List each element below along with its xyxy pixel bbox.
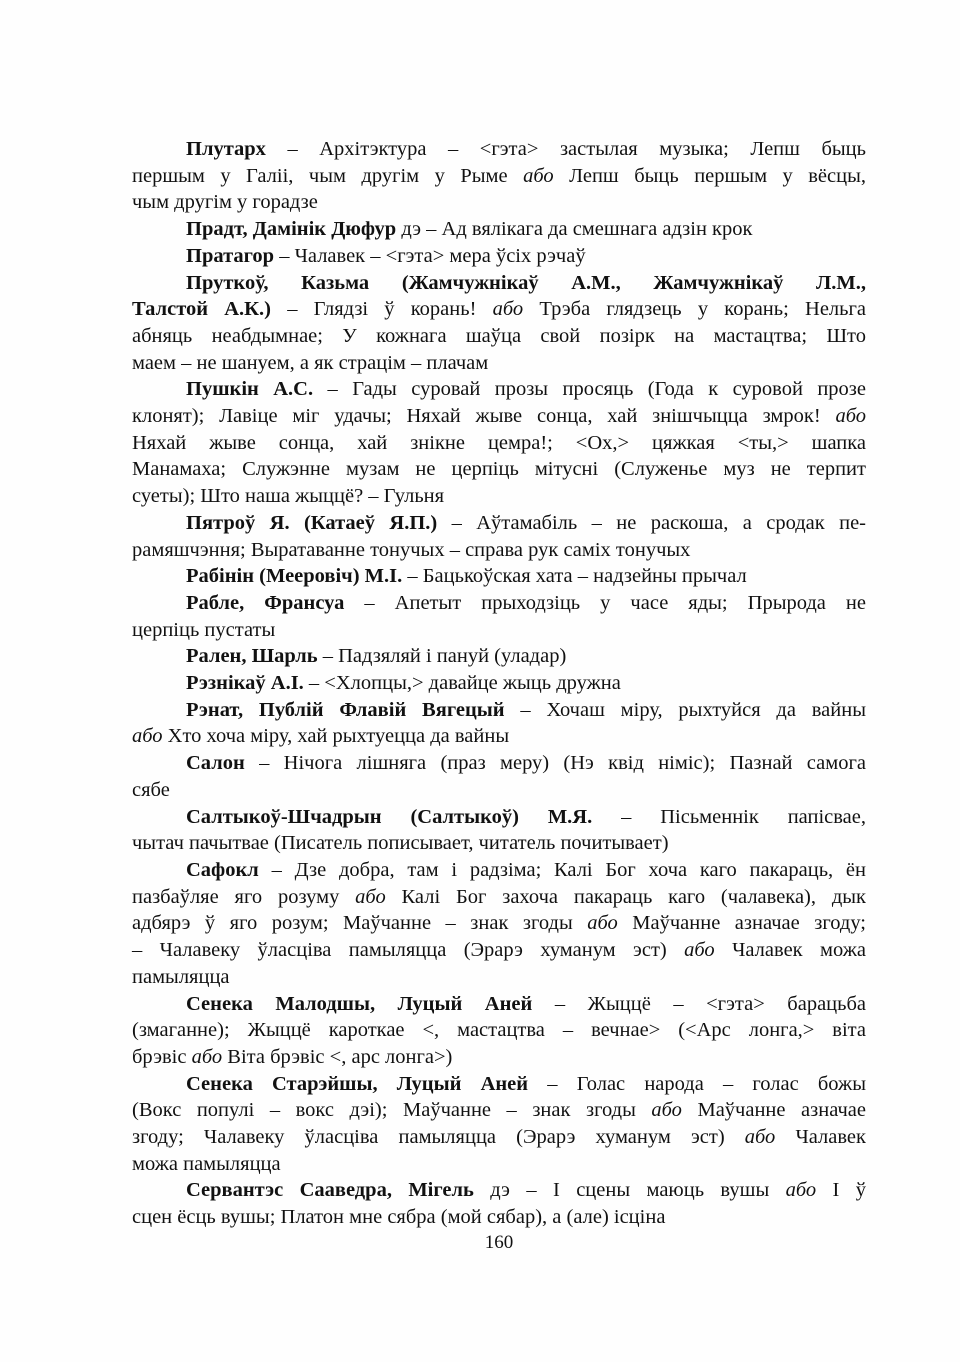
text-segment: – Нічога лішняга (праз меру) (Нэ квід німіс); Пазнай самога [244,752,866,775]
text-line [132,216,866,243]
text-line [132,1017,866,1044]
text-segment: Чалавек [775,1126,866,1149]
text-line [132,350,866,377]
text-block [132,136,866,1231]
text-segment: брэвіс [132,1045,192,1068]
text-segment: церпіць пустаты [132,618,276,641]
paragraph [132,670,866,697]
text-line [132,537,866,564]
paragraph [132,563,866,590]
text-line [132,1177,866,1204]
paragraph [132,376,866,510]
text-line [132,456,866,483]
page-number: 160 [484,1232,514,1253]
italic-word: або [492,298,524,321]
paragraph [132,243,866,270]
paragraph [132,857,866,991]
text-line [132,189,866,216]
italic-word: або [191,1045,223,1068]
paragraph [132,697,866,750]
text-line [132,243,866,270]
italic-word: або [587,912,618,935]
paragraph [132,750,866,803]
entry-name: Пятроў Я. (Катаеў Я.П.) [186,511,438,534]
paragraph [132,216,866,243]
text-segment: Маўчанне азначае [681,1099,866,1122]
text-segment: – Глядзі ў корань! [271,298,493,321]
paragraph [132,1177,866,1230]
text-segment: Манамаха; Служэнне музам не церпіць мітусні (Служенье муз не терпит [132,458,866,481]
text-line [132,483,866,510]
text-segment: чытач пачытвае (Писатель пописывает, читатель почитывает) [132,832,669,855]
text-line [132,296,866,323]
text-segment: (змаганне); Жыццё кароткае <, мастацтва – вечнае> (<Арс лонга,> віта [132,1019,866,1042]
text-line [132,964,866,991]
text-segment: Лепш быць першым у вёсцы, [553,164,866,187]
text-segment: Калі Бог захоча пакараць каго (чалавека), дык [385,885,867,908]
text-segment: – <Хлопцы,> давайце жыць дружна [303,672,621,695]
text-segment: адбярэ ў яго розум; Маўчанне – знак згоды [132,912,588,935]
text-segment: Трэба глядзець у корань; Нельга [523,298,866,321]
italic-word: або [651,1099,682,1122]
text-segment: – Чалавеку ўласціва памыляцца (Эрарэ хуманум эст) [132,939,685,962]
text-segment: (Вокс популі – вокс дэі); Маўчанне – знак згоды [132,1099,652,1122]
paragraph [132,136,866,216]
entry-name: Рабле, Франсуа [186,591,345,614]
italic-word: або [132,725,163,748]
text-line [132,777,866,804]
text-line [132,1097,866,1124]
entry-name: Рабінін (Мееровіч) М.І. [186,565,403,588]
text-line [132,1204,866,1231]
text-segment: – Падзяляй і пануй (уладар) [317,645,567,668]
italic-word: або [744,1126,776,1149]
text-line [132,563,866,590]
text-segment: дэ – І сцены маюць вушы [473,1179,786,1202]
text-segment: – Гады суровай прозы просяць (Года к суровой прозе [313,378,867,401]
entry-name: Сервантэс Сааведра, Мігель [186,1179,474,1202]
text-line [132,323,866,350]
paragraph [132,270,866,377]
entry-name: Рэнат, Публій Флавій Вягецый [186,698,505,721]
text-segment: – Аўтамабіль – не раскоша, а сродак пе- [437,511,866,534]
italic-word: або [684,939,715,962]
text-line [132,1071,866,1098]
entry-name: Сафокл [186,858,259,881]
text-segment: суеты); Што наша жыццё? – Гульня [132,485,445,508]
text-segment: – Пісьменнік папісвае, [592,805,866,828]
italic-word: або [835,405,866,428]
text-segment: Чалавек можа [714,939,866,962]
text-segment: Маўчанне азначае згоду; [617,912,866,935]
italic-word: або [523,164,554,187]
text-line [132,1124,866,1151]
entry-name: Рален, Шарль [186,645,318,668]
entry-name: Плутарх [186,138,266,160]
text-line [132,991,866,1018]
text-segment: – Чалавек – <гэта> мера ўсіх рэчаў [274,244,586,267]
paragraph [132,804,866,857]
entry-name: Талстой А.К.) [132,298,272,321]
entry-name: Прадт, Дамінік Дюфур [186,218,397,241]
text-segment: – Дзе добра, там і радзіма; Калі Бог хоча каго пакараць, ён [258,858,866,881]
text-segment: – Архітэктура – <гэта> застылая музыка; Лепш быць [265,138,866,160]
text-line [132,910,866,937]
text-line [132,723,866,750]
text-segment: – Бацькоўская хата – надзейны прычал [402,565,747,588]
paragraph [132,590,866,643]
entry-name: Салтыкоў-Шчадрын (Салтыкоў) М.Я. [186,805,593,828]
text-segment: згоду; Чалавеку ўласціва памыляцца (Эрарэ хуманум эст) [132,1126,745,1149]
entry-name: Пратагор [186,244,275,267]
entry-name: Салон [186,752,245,775]
text-line [132,697,866,724]
text-segment: сябе [132,778,170,801]
entry-name: Пушкін А.С. [186,378,314,401]
text-line [132,270,866,297]
entry-name: Пруткоў, Казьма (Жамчужнікаў А.М., Жамчужнікаў Л.М., [186,271,866,294]
text-segment: памыляцца [132,965,230,988]
text-segment: чым другім у горадзе [132,191,318,214]
text-segment: маем – не шануем, а як страцім – плачам [132,351,489,374]
entry-name: Рэзнікаў А.І. [186,672,304,695]
text-line [132,136,866,163]
text-line [132,750,866,777]
text-line [132,430,866,457]
text-line [132,403,866,430]
text-segment: дэ – Ад вялікага да смешнага адзін крок [396,218,753,241]
text-line [132,670,866,697]
text-segment: абняць неабдымнае; У кожнага шаўца свой позірк на мастацтва; Што [132,324,866,347]
italic-word: або [355,885,386,908]
entry-name: Сенека Малодшы, Луцый Аней [186,992,533,1015]
text-line [132,1044,866,1071]
text-segment: І ў [816,1179,866,1202]
text-line [132,937,866,964]
text-segment: рамяшчэння; Выратаванне тонучых – справа рук саміх тонучых [132,538,691,561]
text-segment: – Апетыт прыходзіць у часе яды; Прырода не [344,591,866,614]
text-segment: – Жыццё – <гэта> барацьба [532,992,867,1015]
text-line [132,830,866,857]
paragraph [132,1071,866,1178]
text-segment: клонят); Лавіце міг удачы; Няхай жыве сонца, хай знішчыцца змрок! [132,405,836,428]
text-segment: Віта брэвіс <, арс лонга>) [222,1045,453,1068]
paragraph [132,510,866,563]
text-segment: Няхай жыве сонца, хай знікне цемра!; <Ох,> цяжкая <ты,> шапка [132,431,866,454]
text-line [132,376,866,403]
text-segment: – Хочаш міру, рыхтуйся да вайны [504,698,866,721]
text-segment: Хто хоча міру, хай рыхтуецца да вайны [162,725,510,748]
text-segment: пазбаўляе яго розуму [132,885,356,908]
text-segment: – Голас народа – голас божы [528,1072,866,1095]
text-segment: сцен ёсць вушы; Платон мне сябра (мой сябар), а (але) ісціна [132,1206,666,1229]
paragraph [132,643,866,670]
text-line [132,884,866,911]
text-line [132,1151,866,1178]
entry-name: Сенека Старэйшы, Луцый Аней [186,1072,529,1095]
text-line [132,804,866,831]
text-line [132,510,866,537]
text-line [132,643,866,670]
paragraph [132,991,866,1071]
text-line [132,857,866,884]
text-line [132,590,866,617]
text-segment: першым у Галіі, чым другім у Рыме [132,164,524,187]
text-line [132,617,866,644]
text-line [132,163,866,190]
text-segment: можа памыляцца [132,1152,281,1175]
italic-word: або [785,1179,817,1202]
